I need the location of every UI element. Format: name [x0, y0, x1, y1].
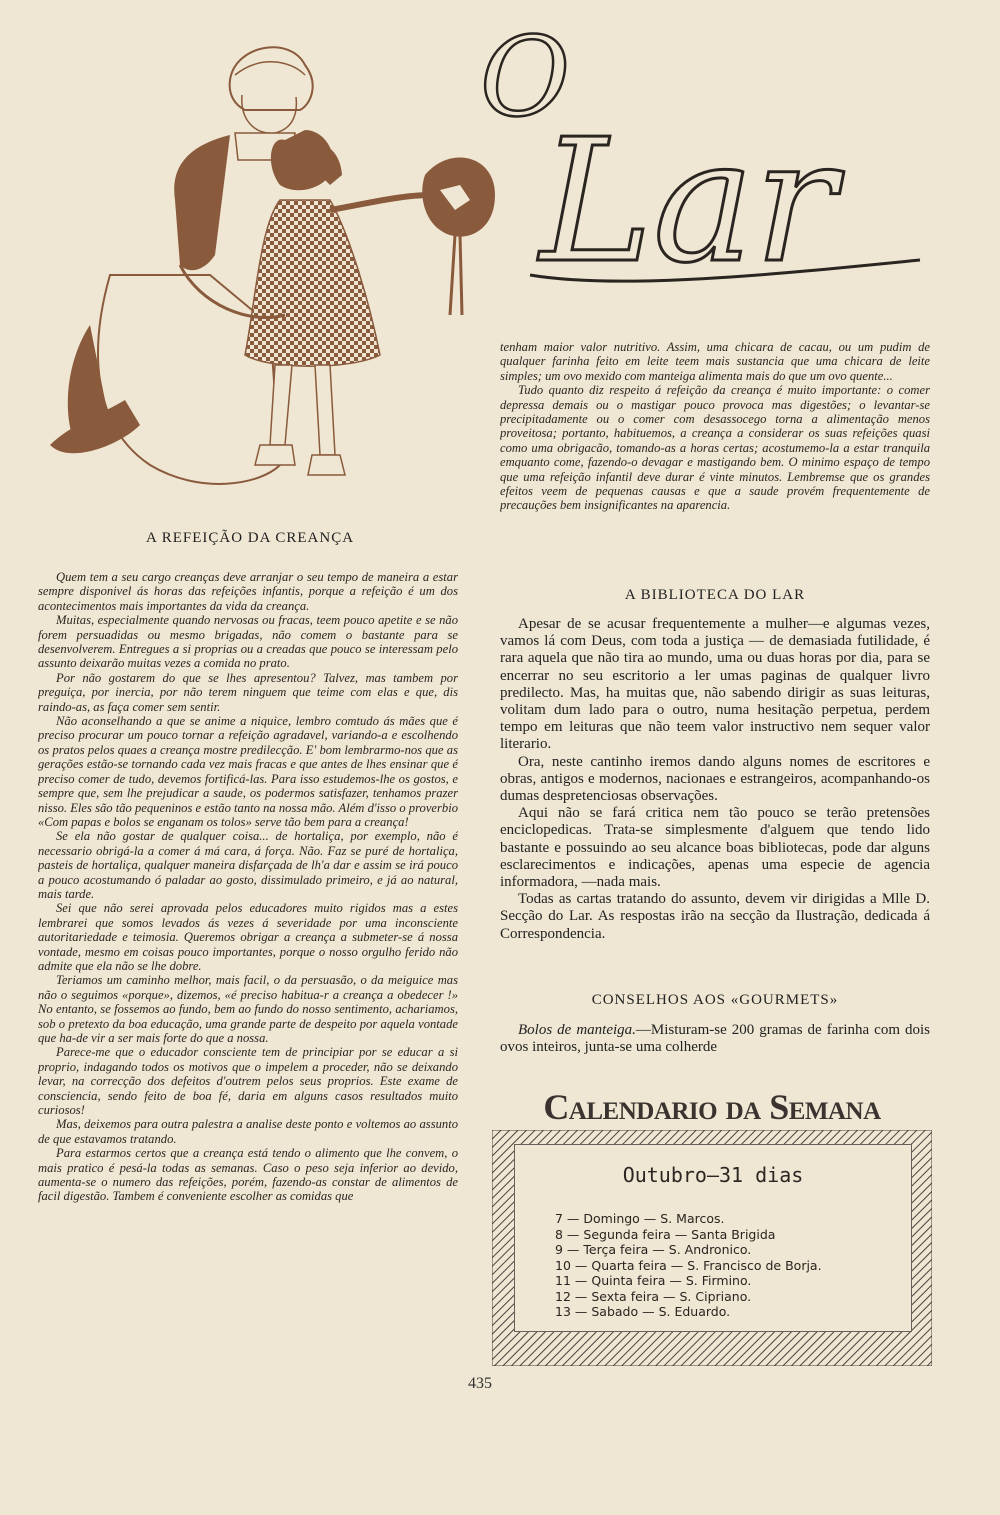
recipe-title: Bolos de manteiga. — [518, 1022, 636, 1038]
gourmets-recipe — [500, 1022, 930, 1062]
calendar-content — [514, 1144, 912, 1332]
biblioteca-paragraph: Aqui não se fará critica nem tão pouco se terão pretensões enciclopedicas. Trata-se simplesmente d'alguem que tendo lido bastante e possuindo ao seu alcance boas bibliotecas, pode dar alguns esclarecimentos e indicações, apenas uma especie de agencia informadora, —nada mais. — [500, 805, 930, 891]
calendar-day: 8 — Segunda feira — Santa Brigida — [555, 1226, 776, 1242]
refeicao-paragraph: Parece-me que o educador consciente tem de principiar por se educar a si proprio, indagando todos os motivos que o impelem a proceder, não se deixando levar, na correcção dos defeitos d'outrem pelos seus proprios. Este exame de consciencia, sendo feito de boa fé, daria em alguns casos resultados muito curiosos! — [38, 1045, 458, 1118]
mother-child-illustration — [30, 25, 500, 515]
calendar-days — [555, 1211, 905, 1320]
calendar-day: 11 — Quinta feira — S. Firmino. — [555, 1273, 752, 1288]
refeicao-heading: A REFEIÇÃO DA CREANÇA — [145, 530, 355, 546]
biblioteca-heading: A BIBLIOTECA DO LAR — [624, 587, 806, 603]
refeicao-continuation — [500, 340, 930, 575]
refeicao-cont-paragraph: tenham maior valor nutritivo. Assim, uma chicara de cacau, ou um pudim de qualquer farinha feito em leite teem mais sustancia que uma chicara de leite simples; um ovo mexido com manteiga alimenta mais do que um ovo quente... — [500, 340, 930, 383]
refeicao-paragraph: Para estarmos certos que a creança está tendo o alimento que lhe convem, o mais pratico é pesá-la todas as semanas. Caso o peso seja inferior ao devido, aumenta-se o numero das refeições, porém, fazendo-as constar de alimentos de facil digestão. Tambem é conveniente escolher as comidas que — [38, 1146, 458, 1204]
refeicao-paragraph: Se ela não gostar de qualquer coisa... de hortaliça, por exemplo, não é necessario obrigá-la a comer á má cara, á força. Não. Faz se puré de hortaliça, pasteis de hortaliça, qualquer maneira disfarçada de lh'a dar e assim se irá pouco a pouco acostumando ó paladar ao gosto, dissimulado primeiro, e já ao natural, mais tarde. — [38, 829, 458, 901]
gourmets-heading: CONSELHOS AOS «GOURMETS» — [591, 992, 839, 1008]
refeicao-paragraph: Sei que não serei aprovada pelos educadores muito rigidos mas a estes lembrarei que somos levados ás vezes á severidade por uma inconsciente autoritariedade e teimosia. Queremos obrigar a creança a submeter-se á nossa vontade, mesmo em coisas pouco importantes, porque o nosso orgulho ferido não admite que ela não se lhe dobre. — [38, 901, 458, 973]
biblioteca-paragraph: Ora, neste cantinho iremos dando alguns nomes de escritores e obras, antigos e modernos, nacionaes e estrangeiros, acompanhando-os dumas despretenciosas observações. — [500, 753, 930, 805]
refeicao-paragraph: Quem tem a seu cargo creanças deve arranjar o seu tempo de maneira a estar sempre disponivel ás horas das refeições infantis, porque a refeição é um dos acontecimentos mais importantes da vida da creança. — [38, 570, 458, 613]
biblioteca-article — [500, 616, 930, 981]
refeicao-paragraph: Teriamos um caminho melhor, mais facil, o da persuasão, o da meiguice mas não o seguimos «porque», dizemos, «é preciso habitua-r a creança a obedecer !» No entanto, se fossemos ao fundo, bem ao fundo do nosso sentimento, achariamos, sob o pretexto da boa educação, uma grande parte de despeito por aquela vontade que ha-de vir a ser mais forte do que a nossa. — [38, 973, 458, 1045]
refeicao-article — [38, 570, 458, 1365]
refeicao-paragraph: Muitas, especialmente quando nervosas ou fracas, teem pouco apetite e se não forem persuadidas ou mesmo brigadas, não comem o bastante para se desenvolverem. Entregues a si proprias ou a creadas que pouco se interessam pelo assunto deixarão muitas vezes a comida no prato. — [38, 613, 458, 671]
calendar-title: Calendario da Semana — [543, 1087, 881, 1127]
title-lar: Lar — [540, 103, 836, 301]
biblioteca-paragraph: Apesar de se acusar frequentemente a mulher—e algumas vezes, vamos lá com Deus, com toda a justiça — de demasiada futilidade, é rara aquela que não tira ao mundo, uma ou duas horas por dia, para se encerrar no seu escritorio a ler umas paginas de qualquer livro predilecto. Mas, ha muitas que, não sabendo dirigir as suas leituras, volitam dum lado para o outro, numa hesitação perpetua, perdem tempo em leituras que não teem valor instructivo nem sequer valor literario. — [500, 616, 930, 753]
refeicao-cont-paragraph: Tudo quanto diz respeito á refeição da creança é muito importante: o comer depressa demais ou o mastigar pouco provoca mas digestões; o levantar-se precipitadamente ou o comer com desassocego torna a alimentação menos proveitosa; portanto, habituemos, a creança a considerar os suas refeições quasi como uma obrigacão, tomando-as a horas certas; acostumemo-la a estar tranquila emquanto come, fazendo-o devagar e mastigando bem. O minimo espaço de tempo que uma refeição infantil deve durar é vinte minutos. Lembremse que os grandes efeitos veem de pequenas causas e que a saude provém frequentemente de precauções bem insignificantes na aparencia. — [500, 383, 930, 513]
refeicao-paragraph: Mas, deixemos para outra palestra a analise deste ponto e voltemos ao assunto de que estavamos tratando. — [38, 1117, 458, 1146]
title-o: O — [480, 20, 571, 141]
calendar-day: 12 — Sexta feira — S. Cipriano. — [555, 1288, 752, 1304]
page-number: 435 — [468, 1375, 492, 1392]
calendar-month: Outubro—31 dias — [622, 1163, 804, 1187]
refeicao-paragraph: Por não gostarem do que se lhes apresentou? Talvez, mas tambem por preguiça, por inercia, por não terem ninguem que teime com elas e que, dis raindo-as, as faça comer sem sentir. — [38, 670, 458, 714]
refeicao-paragraph: Não aconselhando a que se anime a niquice, lembro comtudo ás mães que é preciso procurar um pouco tornar a refeição agradavel, variando-a e escolhendo os pratos pelos quaes a creança mostre predilecção. E' bom lembrarmo-nos que as gerações estão-se tornando cada vez mais fracas e que antes de lhes ensinar que é preciso comer de tudo, devemos fortificá-las. Para isso estudemos-lhe os gostos, e sempre que, sem lhe prejudicar a saude, os podermos satisfazer, tenhamos prazer nisso. Eles são tão pequeninos e estão tanto na nossa mão. Além d'isso o proverbio «Com papas e bolos se enganam os tolos» serve tão bem para a creança! — [38, 714, 458, 829]
recipe-text: —Misturam-se 200 gramas de farinha com dois ovos inteiros, junta-se uma colherde — [500, 1022, 930, 1056]
calendar-day: 13 — Sabado — S. Eduardo. — [555, 1304, 731, 1319]
calendar-day: 7 — Domingo — S. Marcos. — [555, 1211, 725, 1226]
calendar-day: 10 — Quarta feira — S. Francisco de Borja. — [555, 1257, 822, 1273]
calendar-box — [492, 1084, 932, 1366]
calendar-day: 9 — Terça feira — S. Andronico. — [555, 1242, 752, 1257]
section-title-o-lar — [470, 20, 990, 310]
biblioteca-paragraph: Todas as cartas tratando do assunto, devem vir dirigidas a Mlle D. Secção do Lar. As respostas irão na secção da Ilustração, dedicada á Correspondencia. — [500, 891, 930, 942]
